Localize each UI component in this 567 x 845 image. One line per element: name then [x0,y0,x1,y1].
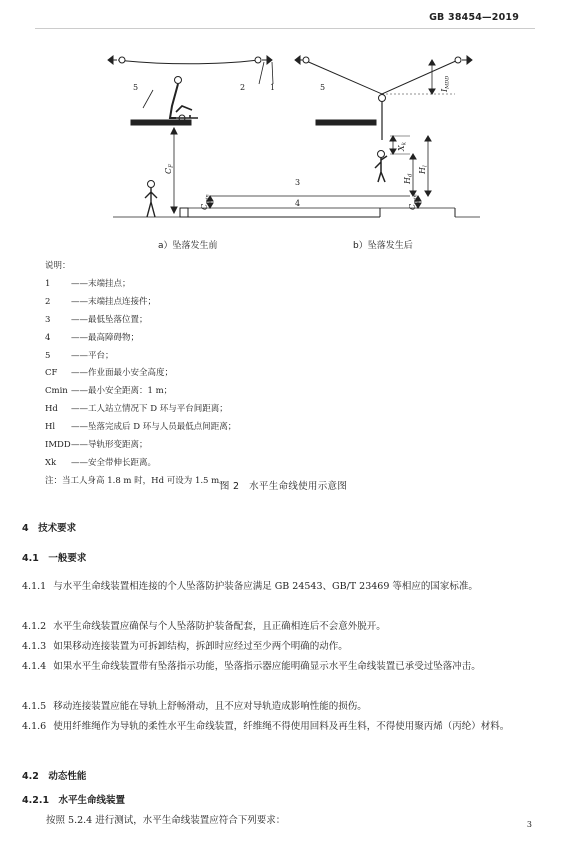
legend-item: 3 —— 最低坠落位置； [45,314,148,325]
section-4-heading: 4 技术要求 [22,523,77,534]
section-4-2-1-heading: 4.2.1 水平生命线装置 [22,795,126,806]
legend-item: CF —— 作业面最小安全高度； [45,368,174,379]
panel-b [295,56,480,217]
para-4-1-4: 4.1.4 如果水平生命线装置带有坠落指示功能，坠落指示器应能明确显示水平生命线装置已承受过坠落冲击。 [22,661,481,672]
label-hd: Hd [403,173,414,184]
lifeline-a [118,60,258,64]
label-cmin-b: Cmin [408,194,419,210]
platform-a [131,120,191,125]
legend-item: Hl —— 坠落完成后 D 环与人员最低点间距离； [45,422,237,433]
figure-2-diagram [0,32,567,257]
label-xk: Xk [397,141,408,151]
page-number: 3 [526,820,532,829]
caption-a: a）坠落发生前 [158,241,218,251]
para-4-1-3: 4.1.3 如果移动连接装置为可拆卸结构，拆卸时应经过至少两个明确的动作。 [22,641,348,652]
legend-item: 1 —— 末端挂点； [45,278,131,289]
para-4-2-1: 按照 5.2.4 进行测试，水平生命线装置应符合下列要求： [46,815,286,826]
label-hl: Hl [418,165,429,174]
standard-number: GB 38454—2019 [429,12,519,23]
legend-item: Xk —— 安全带伸长距离。 [45,457,157,468]
figure-legend [45,258,236,491]
callout-3: 3 [295,178,301,187]
callout-1: 1 [270,83,276,92]
section-4-1-heading: 4.1 一般要求 [22,553,87,564]
end-connector-a [255,57,261,63]
label-cmin-a: Cmin [200,194,211,210]
label-imdd: IMDD [440,75,451,92]
para-4-1-2: 4.1.2 水平生命线装置应确保与个人坠落防护装备配套，且正确相连后不会意外脱开。 [22,621,386,632]
legend-item: IMDD —— 导轨形变距离； [45,440,148,451]
legend-item: 4 —— 最高障碍物； [45,332,140,343]
legend-item: Hd —— 工人站立情况下 D 环与平台间距离； [45,404,228,415]
panel-a [108,56,410,217]
fallen-worker [378,151,385,158]
anchor-left-a [108,56,117,64]
callout-5b: 5 [320,83,326,92]
standing-worker [148,181,155,188]
figure-title: 图 2 水平生命线使用示意图 [219,481,348,492]
d-ring-a [175,77,182,84]
legend-note: 注：当工人身高 1.8 m 时，Hd 可设为 1.5 m。 [45,475,228,486]
label-cf: CF [164,164,175,174]
header-rule [35,28,535,29]
callout-4: 4 [295,199,301,208]
legend-title: 说明： [45,261,71,271]
worker-a [170,84,178,118]
section-4-2-heading: 4.2 动态性能 [22,771,87,782]
legend-item: Cmin —— 最小安全距离：1 m； [45,386,173,397]
caption-b: b）坠落发生后 [353,241,413,251]
legend-item: 5 —— 平台； [45,350,114,361]
para-4-1-6: 4.1.6 使用纤维绳作为导轨的柔性水平生命线装置，纤维绳不得使用回料及再生料，不得使用聚丙烯（丙纶）材料。 [22,721,510,732]
platform-b [316,120,376,125]
callout-2: 2 [240,83,246,92]
legend-item: 2 —— 末端挂点连接件； [45,296,157,307]
para-4-1-1: 4.1.1 与水平生命线装置相连接的个人坠落防护装备应满足 GB 24543、GB/T 23469 等相应的国家标准。 [22,581,478,592]
callout-5a: 5 [133,83,139,92]
para-4-1-5: 4.1.5 移动连接装置应能在导轨上舒畅滑动，且不应对导轨造成影响性能的损伤。 [22,701,367,712]
